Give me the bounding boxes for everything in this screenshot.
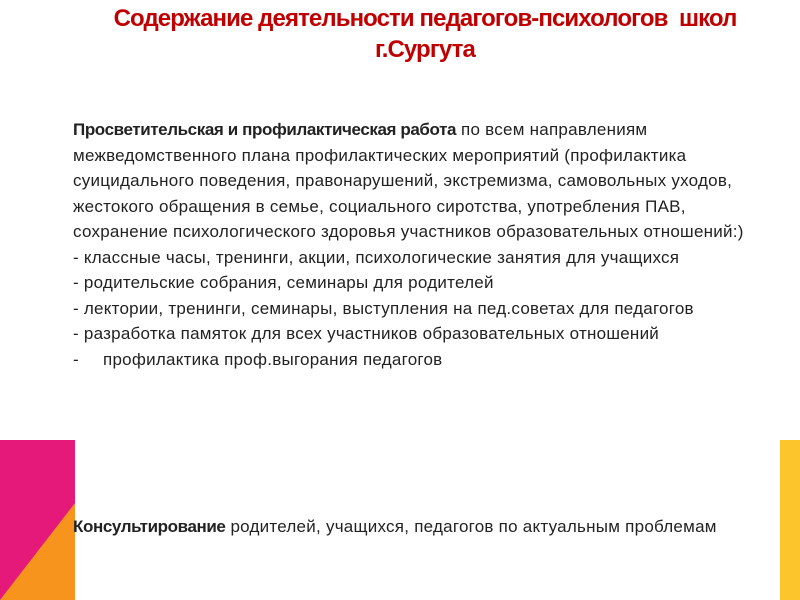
list-item — [73, 347, 773, 373]
section-heading: Просветительская и профилактическая работа — [73, 120, 457, 139]
section-intro-paragraph — [73, 117, 773, 245]
consulting-heading: Консультирование — [73, 517, 226, 536]
list-item: - классные часы, тренинги, акции, психологические занятия для учащихся — [73, 247, 680, 267]
consulting-text: родителей, учащихся, педагогов по актуальным проблемам — [225, 517, 717, 536]
yellow-stripe — [780, 440, 800, 600]
list-marker: - — [73, 349, 79, 369]
consulting-paragraph — [73, 514, 773, 540]
list-item: - родительские собрания, семинары для родителей — [73, 273, 494, 292]
section-consulting — [73, 514, 773, 540]
right-stripe-decoration — [780, 440, 800, 600]
list-item-text: профилактика проф.выгорания педагогов — [103, 349, 443, 369]
section-education-prevention — [73, 117, 773, 372]
left-corner-decoration — [0, 440, 75, 600]
slide-title: Содержание деятельности педагогов-психологов школ г.Сургута — [113, 5, 737, 63]
list-item: - разработка памяток для всех участников образовательных отношений — [73, 324, 660, 343]
section-intro-text: по всем направлениям межведомственного плана профилактических мероприятий (профилактика суицидального поведения, правонарушений, экстремизма, самовольных уходов, жестокого обращения в семье, социального сиротства, употребления ПАВ, сохранение психологического здоровья участников образовательных отношений:) — [73, 120, 744, 241]
list-item: - лектории, тренинги, семинары, выступления на пед.советах для педагогов — [73, 298, 694, 318]
